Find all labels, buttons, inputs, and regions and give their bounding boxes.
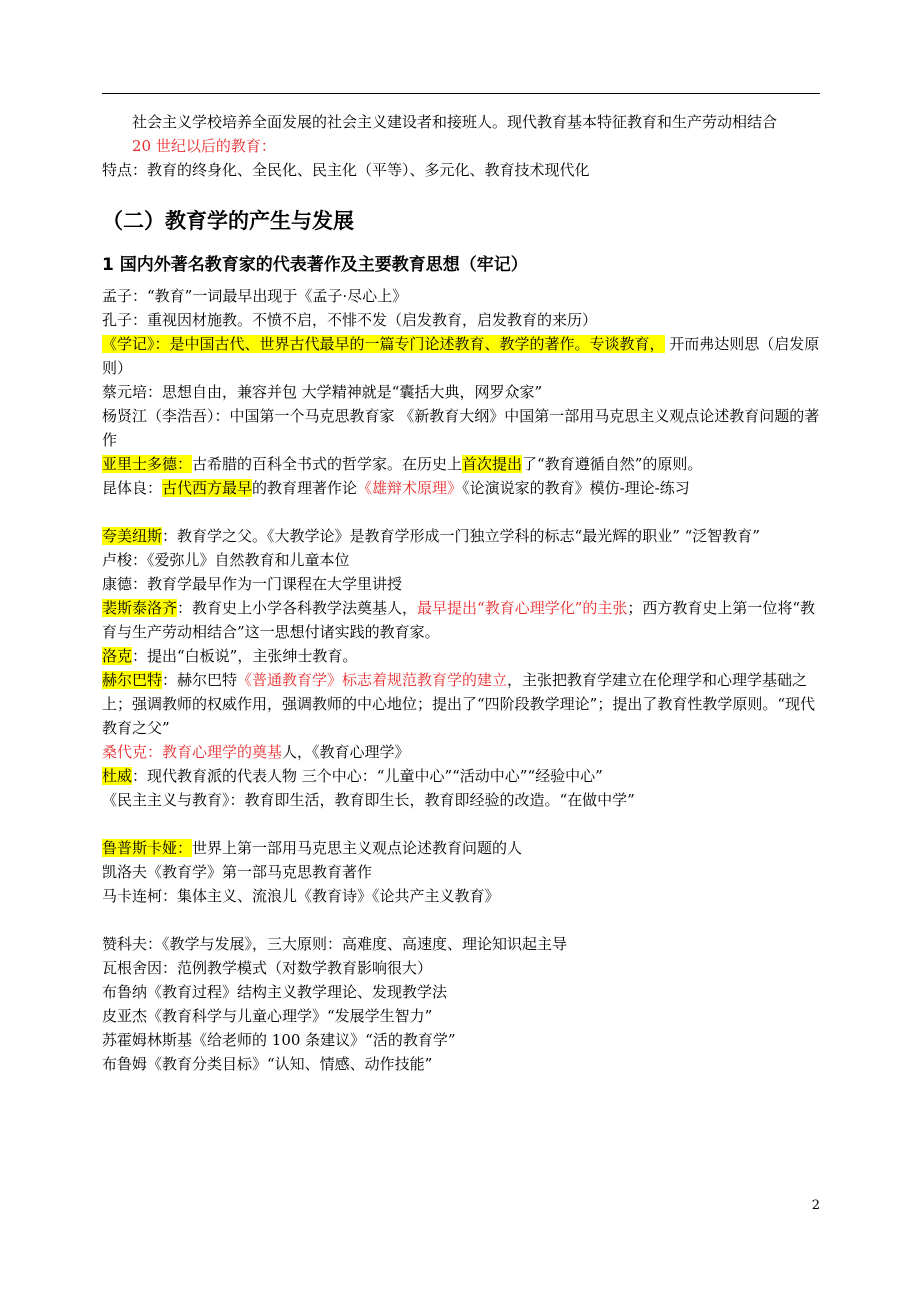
entry-kant: 康德：教育学最早作为一门课程在大学里讲授 [102, 575, 403, 593]
highlight: 赫尔巴特 [102, 671, 163, 689]
spacer [102, 500, 820, 524]
red-text: 《雄辩术原理》 [357, 479, 463, 497]
entry-herbart: 赫尔巴特：赫尔巴特《普通教育学》标志着规范教育学的建立，主张把教育学建立在伦理学和心理学基础之上；强调教师的权威作用，强调教师的中心地位；提出了“四阶段教学理论”；提出了教育性教学原则。“现代教育之父” [102, 671, 816, 737]
red-text: 《普通教育学》标志着规范教育学的建立 [237, 671, 508, 689]
page-number: 2 [811, 1198, 820, 1213]
entry-aristotle: 亚里士多德：古希腊的百科全书式的哲学家。在历史上首次提出了“教育遵循自然”的原则。 [102, 455, 703, 473]
section-title: （二）教育学的产生与发展 [102, 209, 354, 233]
entry-comenius: 夸美纽斯：教育学之父。《大教学论》是教育学形成一门独立学科的标志“最光辉的职业” “泛智教育” [102, 527, 760, 545]
entry-quintilian: 昆体良：古代西方最早的教育理著作论《雄辩术原理》《论演说家的教育》模仿-理论-练习 [102, 479, 690, 497]
entry-locke: 洛克：提出“白板说”，主张绅士教育。 [102, 647, 358, 665]
highlight: 《学记》：是中国古代、世界古代最早的一篇专门论述教育、教学的著作。专谈教育， [102, 335, 665, 353]
entry-sukhomlinsky: 苏霍姆林斯基《给老师的 100 条建议》“活的教育学” [102, 1031, 456, 1049]
entry-thorndike: 桑代克：教育心理学的奠基人，《教育心理学》 [102, 743, 410, 761]
entry-piaget: 皮亚杰《教育科学与儿童心理学》“发展学生智力” [102, 1007, 433, 1025]
highlight: 洛克 [102, 647, 133, 665]
entry-makarenko: 马卡连柯：集体主义、流浪儿《教育诗》《论共产主义教育》 [102, 887, 500, 905]
red-text: 最早提出“教育心理学化”的主张 [417, 599, 628, 617]
entry-mengzi: 孟子：“教育”一词最早出现于《孟子·尽心上》 [102, 287, 408, 305]
entry-democracy: 《民主主义与教育》：教育即生活，教育即生长，教育即经验的改造。“在做中学” [102, 791, 635, 809]
entry-krupskaya: 鲁普斯卡娅：世界上第一部用马克思主义观点论述教育问题的人 [102, 839, 523, 857]
intro-heading-red: 20 世纪以后的教育： [132, 137, 276, 155]
entry-bloom: 布鲁姆《教育分类目标》“认知、情感、动作技能” [102, 1055, 433, 1073]
entry-zankov: 赞科夫：《教学与发展》，三大原则：高难度、高速度、理论知识起主导 [102, 935, 568, 953]
entry-rousseau: 卢梭：《爱弥儿》自然教育和儿童本位 [102, 551, 350, 569]
entry-caiyuanpei: 蔡元培：思想自由，兼容并包 大学精神就是“囊括大典，网罗众家” [102, 383, 543, 401]
red-text: 桑代克：教育心理学的奠基 [102, 743, 283, 761]
document-body [102, 110, 820, 1076]
highlight: 古代西方最早 [162, 479, 253, 497]
entry-wagenschein: 瓦根舍因：范例教学模式（对数学教育影响很大） [102, 959, 433, 977]
intro-features: 特点：教育的终身化、全民化、民主化（平等）、多元化、教育技术现代化 [102, 161, 590, 179]
entry-pestalozzi: 裴斯泰洛齐：教育史上小学各科教学法奠基人，最早提出“教育心理学化”的主张；西方教育史上第一位将“教育与生产劳动相结合”这一思想付诸实践的教育家。 [102, 599, 816, 641]
entry-bruner: 布鲁纳《教育过程》结构主义教学理论、发现教学法 [102, 983, 448, 1001]
entry-dewey: 杜威：现代教育派的代表人物 三个中心：“儿童中心”“活动中心”“经验中心” [102, 767, 603, 785]
entry-yangxianjiang: 杨贤江（李浩吾）：中国第一个马克思教育家 《新教育大纲》中国第一部用马克思主义观点论述教育问题的著作 [102, 407, 820, 449]
spacer [102, 812, 820, 836]
entry-xueji: 《学记》：是中国古代、世界古代最早的一篇专门论述教育、教学的著作。专谈教育， 开而弗达则思（启发原则） [102, 335, 820, 377]
highlight: 亚里士多德： [102, 455, 193, 473]
highlight: 夸美纽斯 [102, 527, 163, 545]
highlight: 裴斯泰洛齐 [102, 599, 178, 617]
highlight: 杜威 [102, 767, 133, 785]
intro-paragraph: 社会主义学校培养全面发展的社会主义建设者和接班人。现代教育基本特征教育和生产劳动相结合 [132, 113, 778, 131]
header-rule [102, 93, 820, 94]
spacer [102, 908, 820, 932]
subsection-title: 1 国内外著名教育家的代表著作及主要教育思想（牢记） [102, 255, 528, 275]
entry-kongzi: 孔子：重视因材施教。不愤不启，不悱不发（启发教育，启发教育的来历） [102, 311, 598, 329]
highlight: 首次提出 [462, 455, 523, 473]
entry-kairov: 凯洛夫《教育学》第一部马克思教育著作 [102, 863, 373, 881]
highlight: 鲁普斯卡娅： [102, 839, 193, 857]
